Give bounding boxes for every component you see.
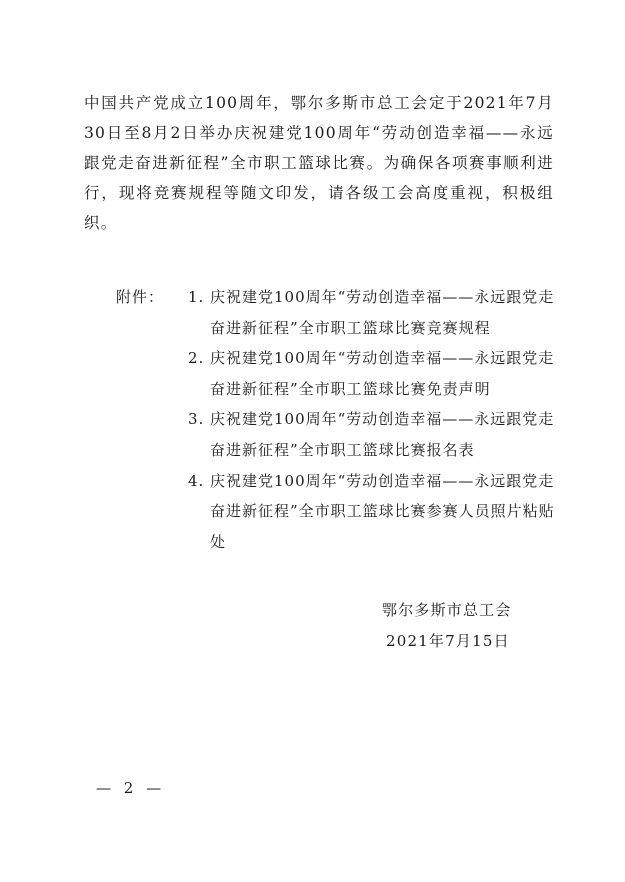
signature-block xyxy=(382,595,512,657)
attachment-number: 2. xyxy=(188,349,205,368)
attachment-title: 庆祝建党100周年“劳动创造幸福——永远跟党走奋进新征程”全市职工篮球比赛竞赛规程 xyxy=(210,288,555,337)
body-paragraph: 中国共产党成立100周年，鄂尔多斯市总工会定于2021年7月30日至8月2日举办庆祝建党100周年“劳动创造幸福——永远跟党走奋进新征程”全市职工篮球比赛。为确保各项赛事顺利进行，现将竞赛规程等随文印发，请各级工会高度重视，积极组织。 xyxy=(84,94,554,232)
attachment-title: 庆祝建党100周年“劳动创造幸福——永远跟党走奋进新征程”全市职工篮球比赛参赛人员照片粘贴处 xyxy=(210,471,555,551)
signature-date: 2021年7月15日 xyxy=(386,632,510,650)
page-number: — 2 — xyxy=(96,779,166,797)
attachment-label: 附件： xyxy=(116,288,165,306)
attachment-item xyxy=(116,466,561,558)
attachment-item xyxy=(116,404,561,465)
attachment-title: 庆祝建党100周年“劳动创造幸福——永远跟党走奋进新征程”全市职工篮球比赛报名表 xyxy=(210,410,555,459)
attachment-list xyxy=(116,282,561,557)
attachment-title: 庆祝建党100周年“劳动创造幸福——永远跟党走奋进新征程”全市职工篮球比赛免责声明 xyxy=(210,349,555,398)
attachment-number: 1. xyxy=(188,288,205,306)
attachment-item xyxy=(116,343,561,404)
signature-organization: 鄂尔多斯市总工会 xyxy=(382,601,512,619)
attachment-number: 3. xyxy=(188,410,205,429)
attachment-item xyxy=(116,282,561,343)
attachment-number: 4. xyxy=(188,471,205,490)
